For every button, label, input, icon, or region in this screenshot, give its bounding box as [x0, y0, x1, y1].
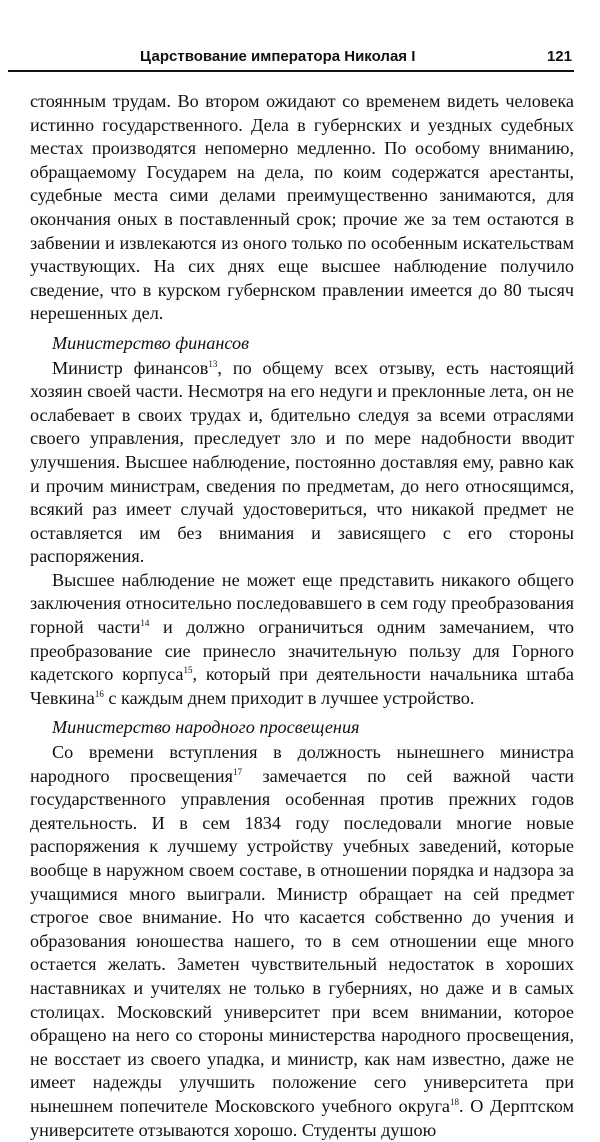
- footnote-ref-14[interactable]: 14: [140, 618, 150, 629]
- text-span: с каждым днем приходит в лучшее устройство.: [103, 687, 475, 708]
- text-span: , по общему всех отзыву, есть настоящий хозяин своей части. Несмотря на его недуги и преклонные лета, он не ослабевает в своих трудах и, бдительно следуя за всеми отраслями своего управления, преследует зло и по мере надобности вводит улучшения. Высшее наблюдение, постоянно доставляя ему, равно как и прочим министрам, сведения по предметам, до него относящимся, всякий раз имеет случай удостовериться, что никакой предмет не оставляется им без внимания и зависящего с его стороны распоряжения.: [30, 357, 574, 567]
- text-span: , который при деятельности начальника штаба Чевкина: [30, 664, 574, 708]
- footnote-ref-16[interactable]: 16: [94, 688, 104, 699]
- footnote-ref-17[interactable]: 17: [233, 766, 243, 777]
- footnote-ref-13[interactable]: 13: [208, 358, 218, 369]
- section-heading-education: Министерство народного просвещения: [52, 717, 360, 738]
- footnote-ref-15[interactable]: 15: [183, 665, 193, 676]
- text-span: и должно ограничиться одним замечанием, что преобразование сие принесло значительную пользу для Горного кадетского корпуса: [30, 617, 574, 685]
- paragraph-finance-minister: [30, 357, 574, 569]
- text-span: Высшее наблюдение не может еще представить никакого общего заключения относительно последовавшего в сем году преобразования горной части: [30, 569, 574, 638]
- paragraph-mining: [30, 569, 574, 711]
- text-span: Министр финансов: [52, 357, 209, 378]
- footnote-ref-18[interactable]: 18: [449, 1096, 459, 1107]
- text-span: Со времени вступления в должность нынешнего министра народного просвещения: [30, 742, 574, 786]
- text-span: . О Дерптском университете отзываются хорошо. Студенты душою: [30, 1095, 574, 1140]
- text-span: замечается по сей важной части государственного управления особенная против прежних годов деятельность. И в сем 1834 году последовали многие новые распоряжения к лучшему устройству учебных заведений, которые вообще в наружном своем составе, в отношении порядка и надзора за учащимися много выиграли. Министр обращает на сей предмет строгое свое внимание. Но что касается собственно до учения и образования юношества нашего, то в сем отношении еще много остается желать. Заметен чувствительный недостаток в хороших наставниках и учителях не только в губерниях, но даже и в самых столицах. Московский университет при всем внимании, которое обращено на него со стороны министерства народного просвещения, не восстает из своего упадка, и министр, как нам известно, даже не имеет надежды улучшить положение сего университета при нынешнем попечителе Московского учебного округа: [30, 765, 575, 1116]
- page-number: 121: [546, 48, 572, 65]
- section-heading-finance: Министерство финансов: [52, 332, 249, 353]
- page-body: [30, 90, 574, 1142]
- running-title: Царствование императора Николая I: [140, 48, 416, 65]
- running-header: [8, 46, 574, 72]
- paragraph-continuation: стоянным трудам. Во втором ожидают со временем видеть человека истинно государственного. Дела в губернских и уездных судебных местах производятся непомерно медленно. По особому вниманию, обращаемому Государем на дела, по коим содержатся арестанты, судебные места сими делами преимущественно занимаются, для окончания оных в поставленный срок; прочие же за тем остаются в забвении и извлекаются из оного только по особенным искательствам участвующих. На сих днях еще высшее наблюдение получило сведение, что в курском губернском правлении имеется до 80 тысяч нерешенных дел.: [30, 91, 574, 324]
- paragraph-education-minister: [30, 741, 574, 1142]
